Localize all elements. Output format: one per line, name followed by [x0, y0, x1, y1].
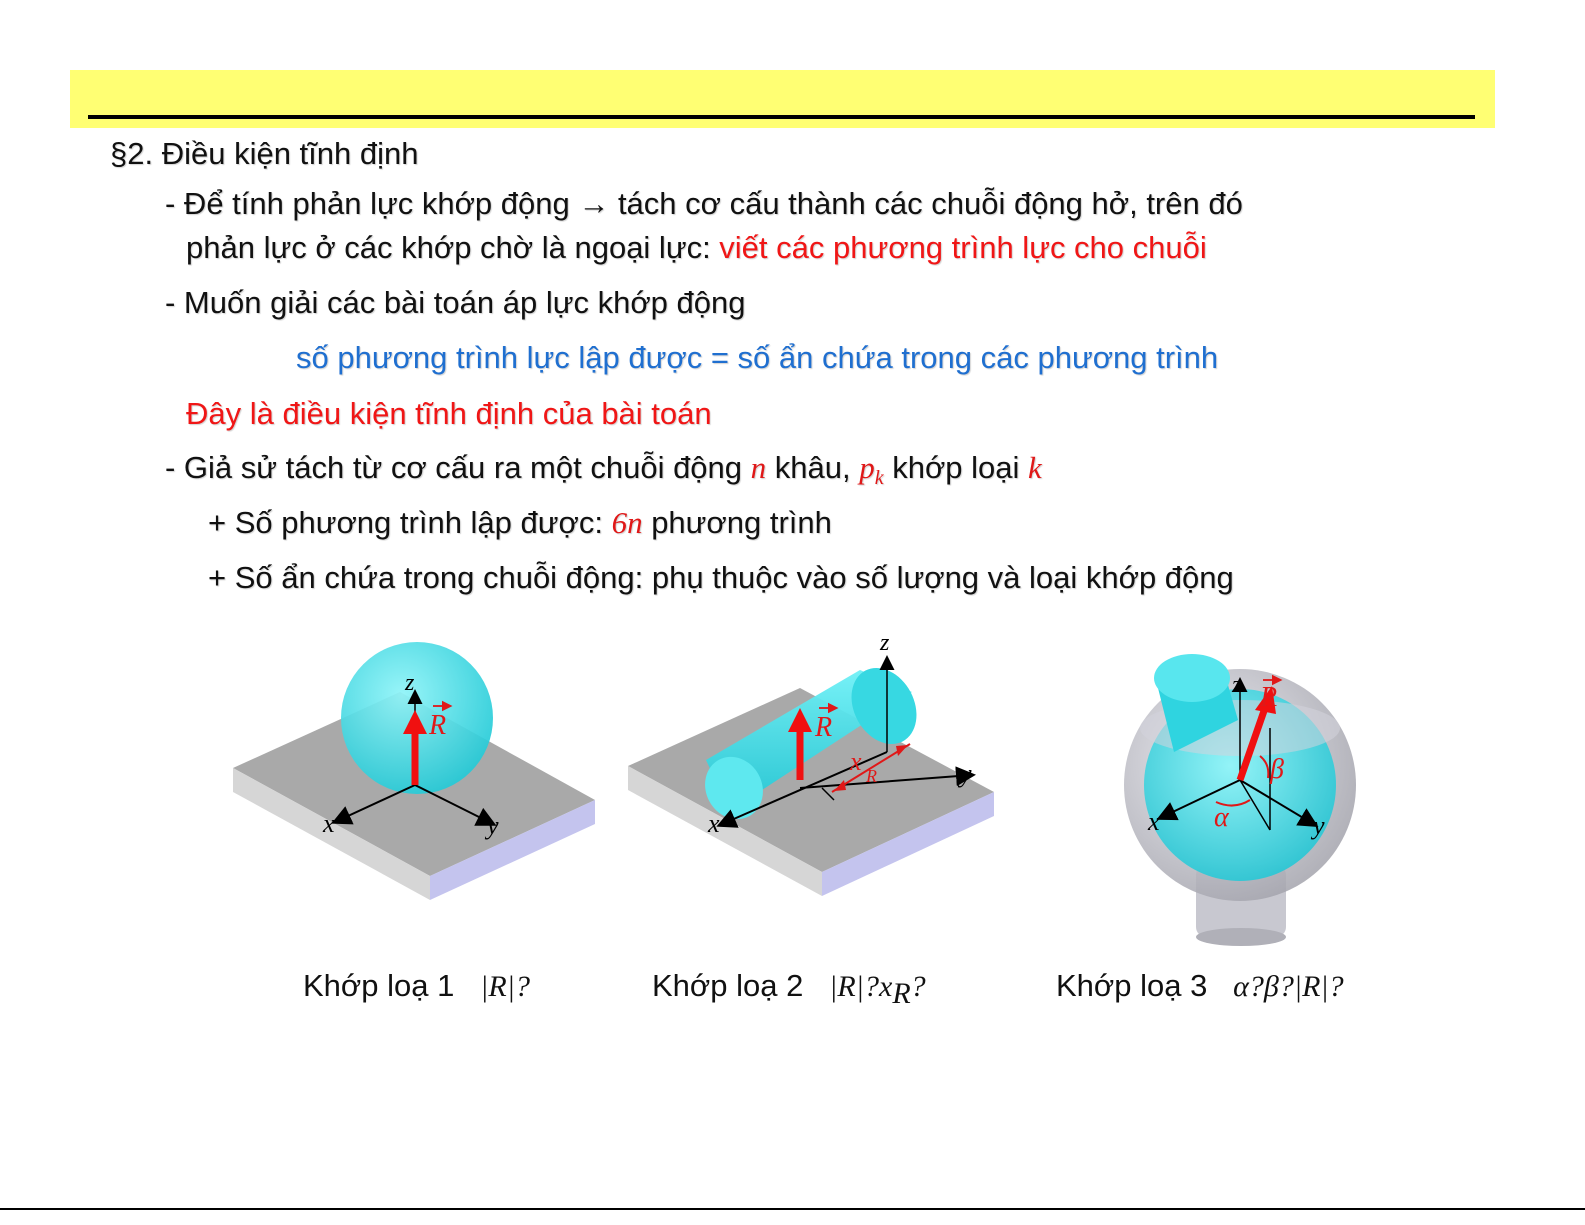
force-label: R [1260, 682, 1278, 713]
caption-formula-sub: R [892, 977, 911, 1011]
bullet-3 [165, 450, 1042, 496]
math-p-sub: k [874, 467, 884, 489]
caption-formula: α?β?|R|? [1233, 970, 1344, 1003]
bullet-1-line-2-text: phản lực ở các khớp chờ là ngoại lực: [186, 230, 720, 265]
figure-joint-1 [225, 630, 605, 910]
caption-formula-xr: x [879, 970, 893, 1003]
bullet-1-text: - Để tính phản lực khớp động [165, 186, 579, 221]
math-pk [859, 450, 884, 489]
sub-bullet-1-text: + Số phương trình lập được: [208, 505, 612, 540]
beta-label: β [1270, 754, 1284, 785]
sub-bullet-2-text: + Số ẩn chứa trong chuỗi động: phụ thuộc vào số lượng và loại khớp động [208, 560, 1234, 595]
x-label: x [1148, 807, 1160, 836]
xr-label: x [850, 747, 862, 776]
caption-formula-end: ? [910, 970, 926, 1003]
z-label: z [1232, 672, 1242, 698]
alpha-label: α [1214, 802, 1229, 833]
z-label: z [405, 670, 415, 696]
bullet-2 [165, 285, 745, 321]
figure-joint-2 [622, 620, 1002, 910]
math-n: n [750, 450, 767, 485]
bullet-1-text-cont: tách cơ cấu thành các chuỗi động hở, trên đó [609, 186, 1243, 221]
arrow-right-icon: → [578, 186, 610, 221]
header-rule [88, 115, 1475, 119]
z-label: z [880, 630, 890, 656]
math-p: p [859, 450, 875, 485]
caption-label: Khớp loạ 2 [652, 968, 804, 1003]
force-label: R [815, 712, 833, 743]
section-heading [110, 136, 419, 172]
force-label: R [429, 710, 447, 741]
sub-bullet-1-text-end: phương trình [642, 505, 832, 540]
x-label: x [708, 809, 720, 838]
x-label: x [323, 809, 335, 838]
y-label: y [960, 759, 972, 788]
bullet-1 [165, 186, 1243, 222]
bottom-rule [0, 1208, 1585, 1210]
sub-bullet-1 [208, 505, 832, 541]
caption-joint-2 [652, 968, 926, 1012]
math-6n: 6n [611, 505, 643, 540]
section-heading-text: §2. Điều kiện tĩnh định [110, 136, 419, 171]
caption-formula: |R|? [480, 970, 530, 1003]
caption-joint-1 [303, 968, 530, 1005]
equation-text: số phương trình lực lập được = số ẩn chứa trong các phương trình [296, 340, 1219, 375]
sub-bullet-2 [208, 560, 1234, 596]
bullet-3-text-mid2: khớp loại [883, 450, 1028, 485]
xr-sub-label: R [866, 766, 877, 786]
caption-joint-3 [1056, 968, 1344, 1005]
caption-formula: |R|? [829, 970, 879, 1003]
handle-top [1154, 654, 1230, 702]
bullet-1-highlight: viết các phương trình lực cho chuỗi [719, 230, 1207, 265]
bullet-1-line-2 [186, 230, 1207, 266]
bullet-3-text-mid: khâu, [766, 450, 860, 485]
equation-line [296, 340, 1218, 376]
bullet-3-text: - Giả sử tách từ cơ cấu ra một chuỗi động [165, 450, 751, 485]
caption-label: Khớp loạ 3 [1056, 968, 1208, 1003]
header-band [70, 70, 1495, 128]
figure-joint-3 [1110, 640, 1370, 950]
y-label: y [1313, 811, 1325, 840]
condition-text: Đây là điều kiện tĩnh định của bài toán [186, 396, 712, 431]
condition-line [186, 396, 712, 432]
math-k: k [1028, 450, 1042, 485]
bullet-2-text: - Muốn giải các bài toán áp lực khớp động [165, 285, 746, 320]
y-label: y [487, 811, 499, 840]
caption-label: Khớp loạ 1 [303, 968, 455, 1003]
socket-stem-base [1196, 928, 1286, 946]
